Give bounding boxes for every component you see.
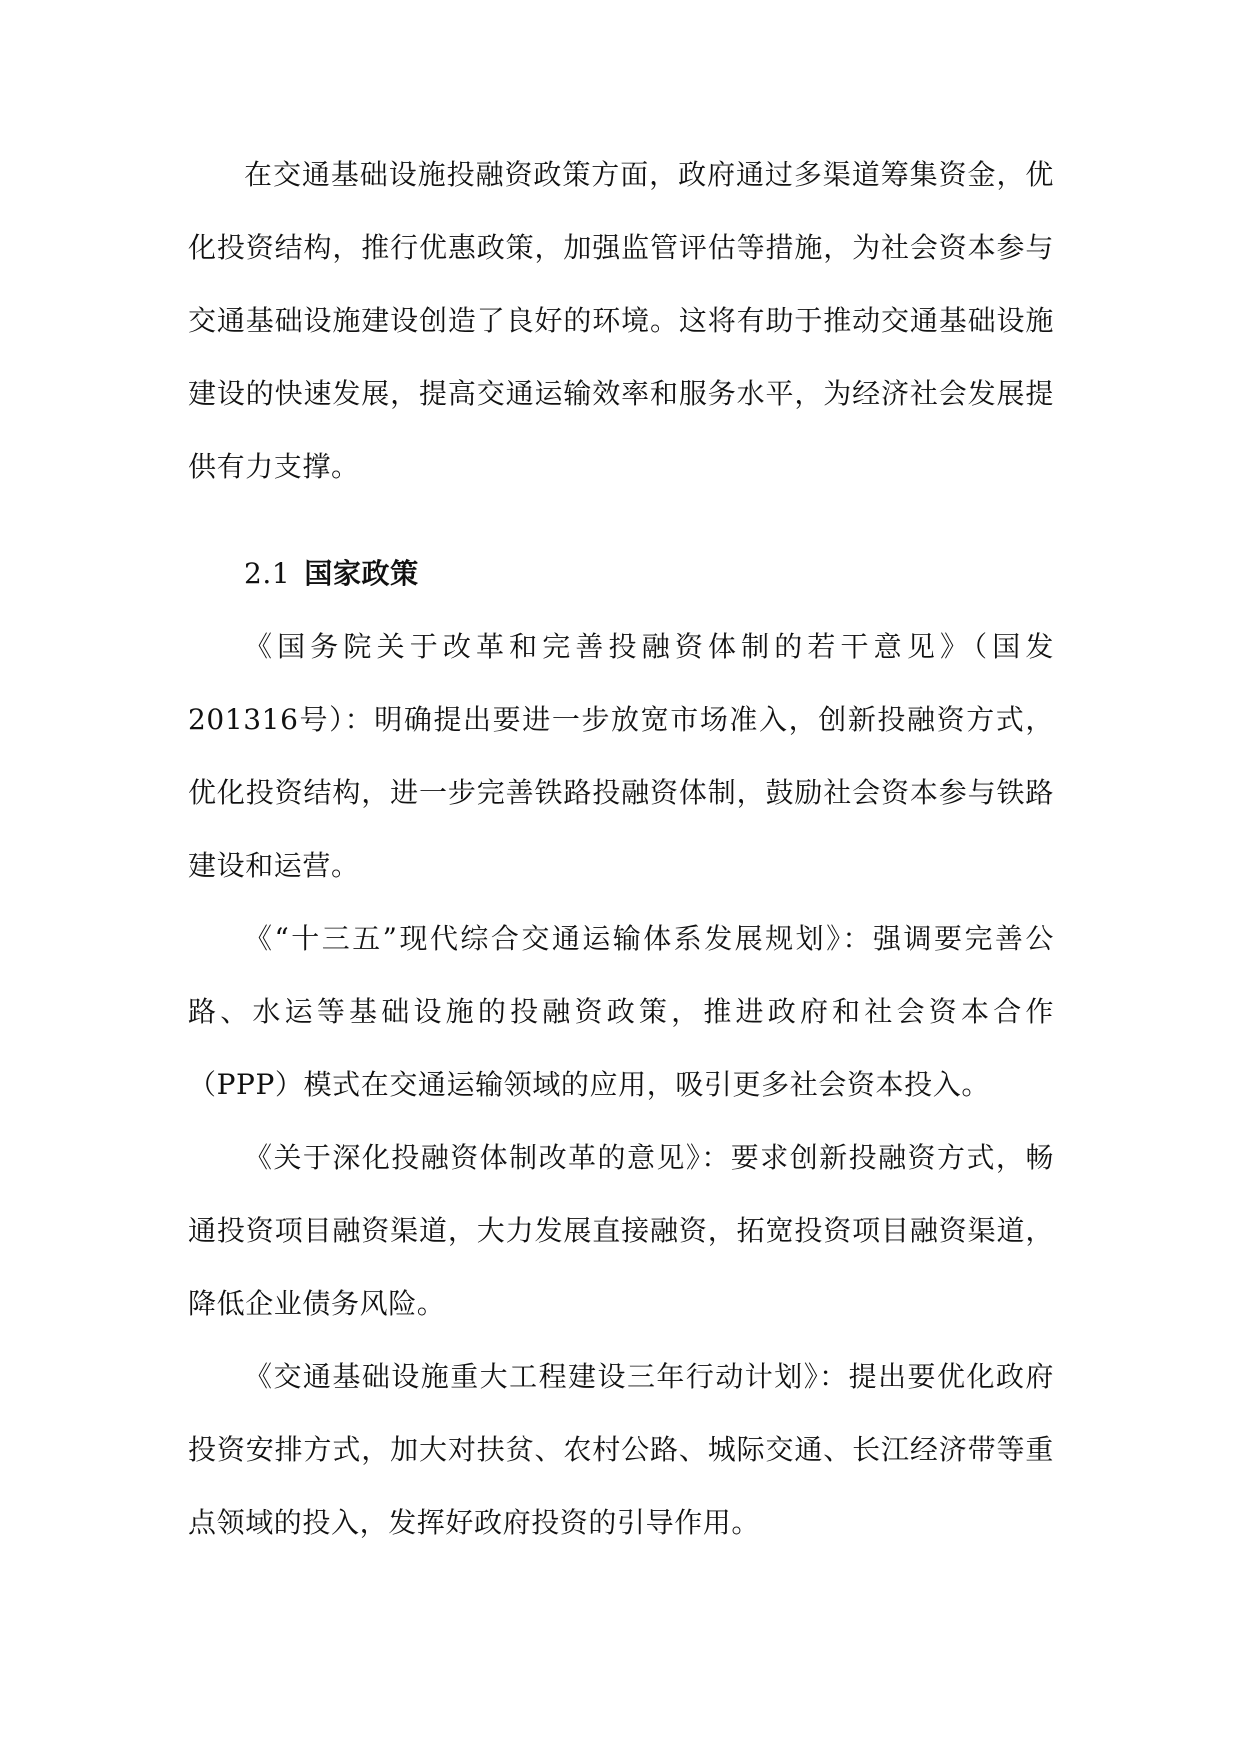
policy-paragraph-2: 《“十三五”现代综合交通运输体系发展规划》：强调要完善公路、水运等基础设施的投融资政策，推进政府和社会资本合作（PPP）模式在交通运输领域的应用，吸引更多社会资本投入。: [188, 922, 1054, 1101]
intro-paragraph: 在交通基础设施投融资政策方面，政府通过多渠道筹集资金，优化投资结构，推行优惠政策，加强监管评估等措施，为社会资本参与交通基础设施建设创造了良好的环境。这将有助于推动交通基础设施建设的快速发展，提高交通运输效率和服务水平，为经济社会发展提供有力支撑。: [188, 158, 1054, 483]
policy-paragraph-1: 《国务院关于改革和完善投融资体制的若干意见》（国发201316号）：明确提出要进一步放宽市场准入，创新投融资方式，优化投资结构，进一步完善铁路投融资体制，鼓励社会资本参与铁路建设和运营。: [188, 630, 1054, 882]
policy-paragraph-3: 《关于深化投融资体制改革的意见》：要求创新投融资方式，畅通投资项目融资渠道，大力发展直接融资，拓宽投资项目融资渠道，降低企业债务风险。: [188, 1141, 1054, 1320]
section-title: 国家政策: [304, 557, 419, 590]
section-heading: [188, 537, 1054, 610]
policy-paragraph-4: 《交通基础设施重大工程建设三年行动计划》：提出要优化政府投资安排方式，加大对扶贫、农村公路、城际交通、长江经济带等重点领域的投入，发挥好政府投资的引导作用。: [188, 1360, 1054, 1539]
section-number: 2.1: [244, 557, 291, 590]
document-body: [188, 138, 1054, 1559]
